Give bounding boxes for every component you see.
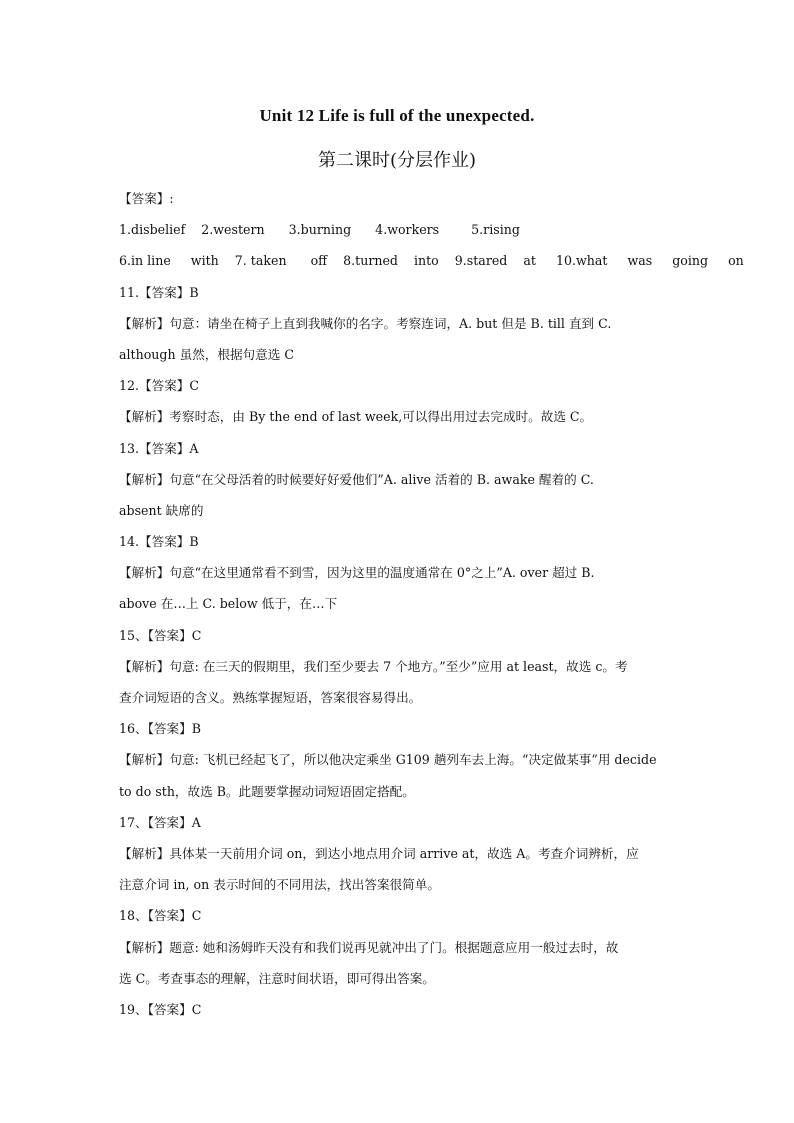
explanation-line: above 在…上 C. below 低于，在…下	[119, 596, 338, 612]
explanation-line: 【解析】句意“在这里通常看不到雪，因为这里的温度通常在 0°之上”A. over 超过 B.	[119, 565, 595, 581]
answer-line: 19、【答案】C	[119, 1001, 202, 1017]
answer-line: 1.disbelief 2.western 3.burning 4.workers 5.rising	[119, 222, 520, 238]
explanation-line: 【解析】考察时态，由 By the end of last week,可以得出用过去完成时。故选 C。	[119, 409, 593, 425]
answer-line: 16、【答案】B	[119, 721, 201, 737]
answer-line: 15、【答案】C	[119, 627, 202, 643]
explanation-line: 【解析】句意：请坐在椅子上直到我喊你的名字。考察连词，A. but 但是 B. till 直到 C.	[119, 315, 612, 331]
explanation-line: to do sth，故选 B。此题要掌握动词短语固定搭配。	[119, 783, 415, 799]
answer-line: 18、【答案】C	[119, 908, 202, 924]
answer-line: 17、【答案】A	[119, 814, 201, 830]
document-subtitle: 第二课时(分层作业)	[317, 150, 477, 171]
explanation-line: 【解析】具体某一天前用介词 on，到达小地点用介词 arrive at，故选 A。考查介词辨析，应	[119, 845, 639, 861]
answer-line: 11.【答案】B	[119, 284, 199, 300]
explanation-line: 【解析】句意: 在三天的假期里，我们至少要去 7 个地方。”至少”应用 at least，故选 c。考	[119, 658, 628, 674]
answer-line: 6.in line with 7. taken off 8.turned into 9.stared at 10.what was going on	[119, 253, 744, 269]
explanation-line: although 虽然，根据句意选 C	[119, 346, 294, 362]
explanation-line: 【解析】句意“在父母活着的时候要好好爱他们”A. alive 活着的 B. awake 醒着的 C.	[119, 471, 594, 487]
answer-line: 14.【答案】B	[119, 534, 199, 550]
document-title: Unit 12 Life is full of the unexpected.	[259, 106, 535, 125]
answer-line: 13.【答案】A	[119, 440, 199, 456]
answer-heading: 【答案】:	[119, 191, 174, 206]
explanation-line: 【解析】句意: 飞机已经起飞了，所以他决定乘坐 G109 趟列车去上海。“决定做某事”用 decide	[119, 752, 657, 768]
explanation-line: 查介词短语的含义。熟练掌握短语，答案很容易得出。	[119, 690, 422, 705]
explanation-line: 选 C。考查事态的理解，注意时间状语，即可得出答案。	[119, 970, 435, 986]
explanation-line: 【解析】题意: 她和汤姆昨天没有和我们说再见就冲出了门。根据题意应用一般过去时，故	[119, 939, 619, 955]
explanation-line: absent 缺席的	[119, 502, 204, 518]
explanation-line: 注意介词 in, on 表示时间的不同用法，找出答案很简单。	[119, 877, 440, 893]
answer-content	[119, 183, 744, 1025]
answer-line: 12.【答案】C	[119, 378, 200, 394]
